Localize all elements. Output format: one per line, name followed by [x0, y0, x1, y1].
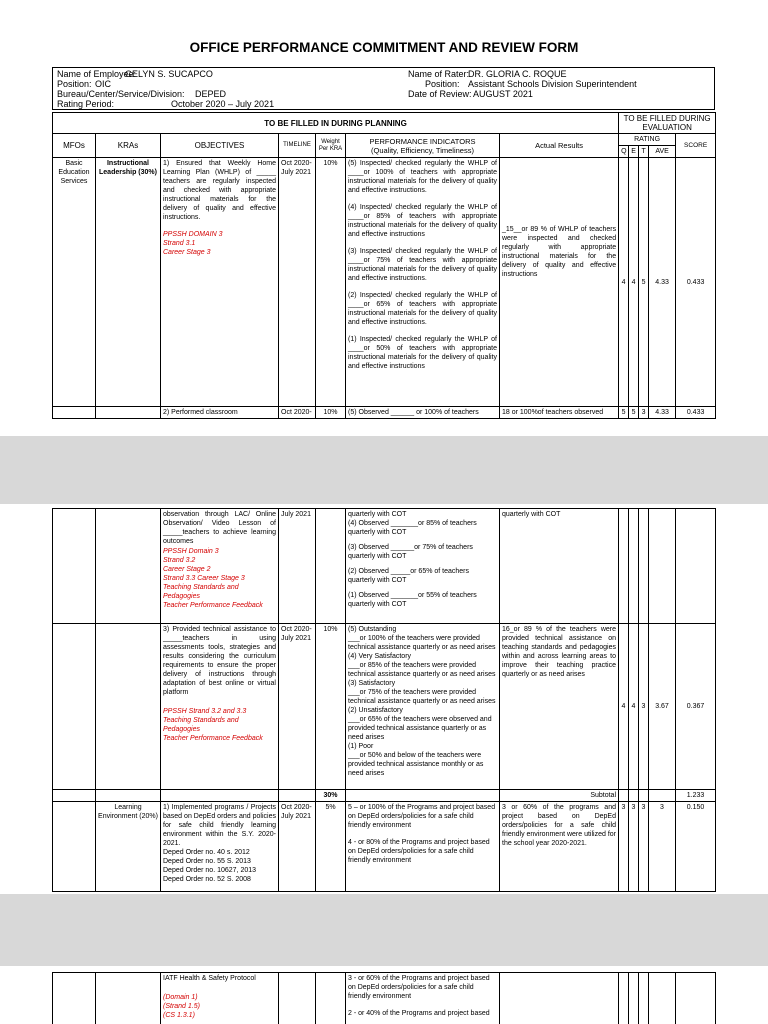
performance-table-p2 — [52, 508, 716, 892]
actual-text: _15__or 89 % of WHLP of teachers were inspected and checked regularly with appropriate instructional materials for the delivery of quality and effective instructions — [502, 226, 617, 278]
objective-ref: Teacher Performance Feedback — [163, 602, 263, 609]
page-2 — [0, 504, 768, 894]
empty-cell — [619, 509, 629, 624]
objective-text: 1) Implemented programs / Projects based on DepEd orders and policies for safe child friendly learning environment within the S.Y. 2020-2021. — [163, 804, 276, 847]
indicator-item: ___or 85% of the teachers were provided technical assistance quarterly or as need arises — [348, 662, 496, 678]
indicator-item: (2) Unsatisfactory — [348, 707, 403, 714]
indicator-item: (3) Observed ______or 75% of teachers quarterly with COT — [348, 544, 473, 560]
empty-cell — [649, 790, 676, 802]
empty-cell — [279, 790, 316, 802]
subtotal-score: 1.233 — [676, 790, 716, 802]
form-title: OFFICE PERFORMANCE COMMITMENT AND REVIEW FORM — [189, 40, 579, 55]
performance-table-p1 — [52, 112, 716, 419]
t-cell: 5 — [639, 158, 649, 407]
indicator-item: 4 - or 80% of the Programs and project based on DepEd orders/policies for a safe child friendly environment — [348, 839, 490, 864]
employee-name: GELYN S. SUCAPCO — [125, 69, 213, 79]
indicator-item: (1) Observed _______or 55% of teachers quarterly with COT — [348, 592, 477, 608]
indicator-item: (1) Inspected/ checked regularly the WHLP of ____or 50% of teachers with appropriate instructional materials for the delivery of quality and effective instructions — [348, 336, 497, 370]
objective-ref: Strand 3.1 — [163, 240, 196, 247]
ave-cell: 3.67 — [649, 624, 676, 790]
indicators-cell — [346, 158, 500, 407]
empty-cell — [279, 973, 316, 1024]
ave-cell: 3 — [649, 802, 676, 892]
indicator-item: quarterly with COT — [348, 511, 407, 518]
objective-ref: PPSSH Domain 3 — [163, 548, 219, 555]
employee-name-label: Name of Employee: — [57, 69, 137, 79]
page-1 — [0, 0, 768, 436]
objective-cell — [161, 802, 279, 892]
objective-text: observation through LAC/ Online Observation/ Video Lesson of _____teachers to achieve learning outcomes — [163, 511, 276, 545]
indicator-item: ___or 100% of the teachers were provided technical assistance quarterly or as need arises — [348, 635, 496, 651]
indicator-item: (5) Observed ______ or 100% of teachers — [346, 407, 500, 419]
indicators-cell — [346, 624, 500, 790]
weight-cell: 10% — [316, 624, 346, 790]
kras-header: KRAs — [96, 134, 161, 158]
empty-cell — [649, 973, 676, 1024]
employee-position-label: Position: — [57, 79, 92, 89]
objective-ref: Teacher Performance Feedback — [163, 735, 263, 742]
objective-ref: Career Stage 3 — [163, 249, 211, 256]
subtotal-weight: 30% — [316, 790, 346, 802]
pi-header — [346, 134, 500, 158]
deped-order: Deped Order no. 40 s. 2012 — [163, 849, 250, 856]
weight-cell: 5% — [316, 802, 346, 892]
objective-text: 1) Ensured that Weekly Home Learning Plan (WHLP) of _____ teachers are regularly inspected and checked with appropriate instructional materials for the delivery of quality and effective instructions. — [163, 160, 276, 221]
q-cell: 3 — [619, 802, 629, 892]
empty-cell — [346, 790, 500, 802]
weight-cell: 10% — [316, 407, 346, 419]
q-cell: 5 — [619, 407, 629, 419]
timeline-cell: Oct 2020- — [279, 407, 316, 419]
score-cell: 0.367 — [676, 624, 716, 790]
evaluation-header: TO BE FILLED DURING EVALUATION — [619, 113, 716, 134]
review-date: AUGUST 2021 — [473, 89, 533, 99]
indicator-item: 2 - or 40% of the Programs and project based — [348, 1010, 490, 1017]
objective-cell: 2) Performed classroom — [161, 407, 279, 419]
empty-cell — [96, 973, 161, 1024]
empty-cell — [96, 509, 161, 624]
indicator-item: (5) Inspected/ checked regularly the WHLP of ____or 100% of teachers with appropriate instructional materials for the delivery of quality and effective instructions. — [348, 160, 497, 194]
empty-cell — [639, 790, 649, 802]
objective-cell — [161, 973, 279, 1024]
objective-ref: PPSSH DOMAIN 3 — [163, 231, 223, 238]
kra-cell: Learning Environment (20%) — [96, 802, 161, 892]
rating-period-label: Rating Period: — [57, 99, 115, 109]
objective-ref: (Domain 1) — [163, 994, 198, 1001]
indicator-item: 5 – or 100% of the Programs and project based on DepEd orders/policies for a safe child friendly environment — [348, 804, 496, 829]
indicators-cell — [346, 802, 500, 892]
empty-cell — [316, 509, 346, 624]
deped-order: Deped Order no. 52 S. 2008 — [163, 876, 251, 883]
empty-cell — [161, 790, 279, 802]
pi-header-title: PERFORMANCE INDICATORS — [369, 136, 476, 146]
indicator-item: ___or 50% and below of the teachers were provided technical assistance monthly or as need arises — [348, 752, 484, 777]
rating-period: October 2020 – July 2021 — [171, 99, 275, 109]
actual-cell: 18 or 100%of teachers observed — [500, 407, 619, 419]
empty-cell — [53, 509, 96, 624]
objective-ref: PPSSH Strand 3.2 and 3.3 — [163, 708, 247, 715]
indicator-item: (2) Observed _____or 65% of teachers quarterly with COT — [348, 568, 470, 584]
t-cell: 3 — [639, 802, 649, 892]
empty-cell — [619, 973, 629, 1024]
page-3 — [0, 966, 768, 1024]
e-cell: 5 — [629, 407, 639, 419]
weight-header: Weight Per KRA — [316, 134, 346, 158]
kra-cell: Instructional Leadership (30%) — [96, 158, 161, 407]
deped-order: Deped Order no. 10627, 2013 — [163, 867, 257, 874]
indicators-cell — [346, 973, 500, 1024]
score-cell: 0.433 — [676, 407, 716, 419]
empty-cell — [629, 790, 639, 802]
t-header: T — [639, 146, 649, 158]
indicator-item: 3 - or 60% of the Programs and project based on DepEd orders/policies for a safe child friendly environment — [348, 975, 490, 1000]
timeline-cell: Oct 2020- July 2021 — [279, 158, 316, 407]
objective-ref: Strand 3.3 Career Stage 3 — [163, 575, 245, 582]
empty-cell — [676, 509, 716, 624]
timeline-header: TIMELINE — [279, 134, 316, 158]
mfo-cell: Basic Education Services — [53, 158, 96, 407]
empty-cell — [500, 973, 619, 1024]
t-cell: 3 — [639, 407, 649, 419]
empty-cell — [53, 973, 96, 1024]
score-cell: 0.150 — [676, 802, 716, 892]
empty-cell — [53, 624, 96, 790]
empty-cell — [639, 973, 649, 1024]
indicator-item: ___or 65% of the teachers were observed and provided technical assistance quarterly or as need arises — [348, 716, 492, 741]
rater-name: DR. GLORIA C. ROQUE — [468, 69, 567, 79]
subtotal-label: Subtotal — [500, 790, 619, 802]
objectives-header: OBJECTIVES — [161, 134, 279, 158]
q-cell: 4 — [619, 624, 629, 790]
pi-header-sub: (Quality, Efficiency, Timeliness) — [371, 145, 474, 155]
empty-cell — [53, 407, 96, 419]
empty-cell — [639, 509, 649, 624]
weight-cell: 10% — [316, 158, 346, 407]
objective-ref: (Strand 1.5) — [163, 1003, 200, 1010]
objective-ref: (CS 1.3.1) — [163, 1012, 195, 1019]
ave-cell: 4.33 — [649, 158, 676, 407]
timeline-cell: July 2021 — [279, 509, 316, 624]
objective-text: IATF Health & Safety Protocol — [163, 975, 256, 982]
e-cell: 4 — [629, 158, 639, 407]
empty-cell — [53, 790, 96, 802]
review-date-label: Date of Review: — [408, 89, 472, 99]
timeline-cell: Oct 2020- July 2021 — [279, 802, 316, 892]
indicator-item: ___or 75% of the teachers were provided technical assistance quarterly or as need arises — [348, 689, 496, 705]
rater-position: Assistant Schools Division Superintendent — [468, 79, 637, 89]
employee-header — [52, 67, 715, 110]
objective-ref: Teaching Standards and Pedagogies — [163, 584, 239, 600]
empty-cell — [96, 407, 161, 419]
ave-header: AVE — [649, 146, 676, 158]
empty-cell — [619, 790, 629, 802]
actual-cell: 16_or 89 % of the teachers were provided technical assistance on teaching standards and pedagogies within and across learning areas to improve their teaching practice quarterly or as need arises — [500, 624, 619, 790]
empty-cell — [649, 509, 676, 624]
empty-cell — [676, 973, 716, 1024]
score-cell: 0.433 — [676, 158, 716, 407]
actual-cell — [500, 158, 619, 407]
indicator-item: (4) Inspected/ checked regularly the WHLP of ____or 85% of teachers with appropriate instructional materials for the delivery of quality and effective instructions — [348, 204, 497, 238]
mfos-header: MFOs — [53, 134, 96, 158]
indicator-item: (3) Inspected/ checked regularly the WHLP of ____or 75% of teachers with appropriate instructional materials for the delivery of quality and effective instructions. — [348, 248, 497, 282]
empty-cell — [629, 973, 639, 1024]
objective-ref: Teaching Standards and Pedagogies — [163, 717, 239, 733]
objective-ref: Strand 3.2 — [163, 557, 196, 564]
e-header: E — [629, 146, 639, 158]
e-cell: 4 — [629, 624, 639, 790]
ave-cell: 4.33 — [649, 407, 676, 419]
actual-header: Actual Results — [500, 134, 619, 158]
empty-cell — [96, 790, 161, 802]
rater-name-label: Name of Rater: — [408, 69, 470, 79]
empty-cell — [629, 509, 639, 624]
bureau-value: DEPED — [195, 89, 227, 99]
employee-position: OIC — [95, 79, 112, 89]
empty-cell — [53, 802, 96, 892]
planning-header: TO BE FILLED IN DURING PLANNING — [53, 113, 619, 134]
performance-table-p3 — [52, 972, 716, 1024]
indicator-item: (3) Satisfactory — [348, 680, 396, 687]
bureau-label: Bureau/Center/Service/Division: — [57, 89, 185, 99]
objective-cell — [161, 158, 279, 407]
indicator-item: (1) Poor — [348, 743, 374, 750]
indicator-item: (5) Outstanding — [348, 626, 397, 633]
indicator-item: (4) Observed _______or 85% of teachers quarterly with COT — [348, 520, 477, 536]
e-cell: 3 — [629, 802, 639, 892]
timeline-cell: Oct 2020- July 2021 — [279, 624, 316, 790]
actual-cell: 3 or 60% of the programs and project based on DepEd orders/policies for a safe child friendly environment were utilized for the school year 2020-2021. — [500, 802, 619, 892]
objective-text: 3) Provided technical assistance to _____teachers in using assessments tools, strategies and results considering the curriculum requirements to ensure the proper delivery of instructions through adaptation of best online or virtual platform — [163, 626, 276, 696]
objective-cell — [161, 509, 279, 624]
empty-cell — [96, 624, 161, 790]
q-cell: 4 — [619, 158, 629, 407]
actual-cell: quarterly with COT — [500, 509, 619, 624]
rater-position-label: Position: — [425, 79, 460, 89]
indicators-cell — [346, 509, 500, 624]
objective-ref: Career Stage 2 — [163, 566, 211, 573]
objective-cell — [161, 624, 279, 790]
indicator-item: (4) Very Satisfactory — [348, 653, 412, 660]
rating-header: RATING — [619, 134, 676, 146]
score-header: SCORE — [676, 134, 716, 158]
empty-cell — [316, 973, 346, 1024]
t-cell: 3 — [639, 624, 649, 790]
indicator-item: (2) Inspected/ checked regularly the WHLP of ____or 65% of teachers with appropriate instructional materials for the delivery of quality and effective instructions. — [348, 292, 497, 326]
q-header: Q — [619, 146, 629, 158]
deped-order: Deped Order no. 55 S. 2013 — [163, 858, 251, 865]
